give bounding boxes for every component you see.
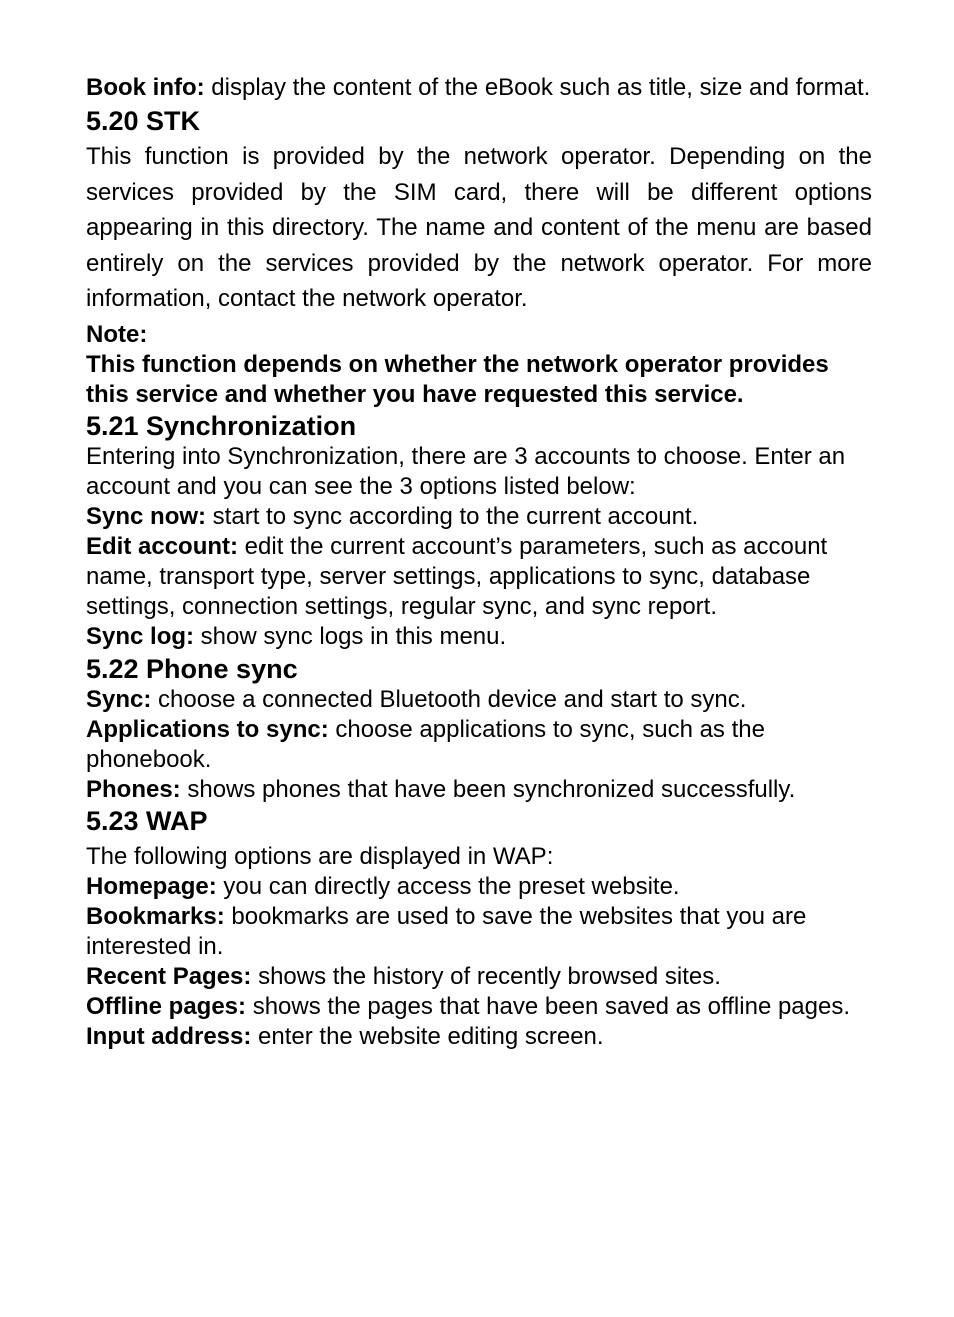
definition-item bbox=[86, 962, 872, 992]
definition-text: show sync logs in this menu. bbox=[194, 622, 507, 650]
definition-text: choose applications to sync, such as the phonebook. bbox=[86, 715, 765, 773]
note-body: This function depends on whether the network operator provides this service and whether you have requested this service. bbox=[86, 350, 829, 408]
term-label: Sync log: bbox=[86, 622, 195, 650]
synchronization-intro: Entering into Synchronization, there are 3 accounts to choose. Enter an account and you can see the 3 options listed below: bbox=[86, 442, 846, 500]
definition-item bbox=[86, 992, 872, 1022]
definition-item bbox=[86, 902, 872, 962]
term-label: Sync: bbox=[86, 685, 152, 713]
definition-text: choose a connected Bluetooth device and start to sync. bbox=[151, 685, 747, 713]
section-heading-stk: 5.20 STK bbox=[86, 106, 201, 136]
definition-text: display the content of the eBook such as title, size and format. bbox=[204, 74, 871, 101]
definition-item bbox=[86, 1022, 872, 1052]
definition-item bbox=[86, 872, 872, 902]
term-label: Input address: bbox=[86, 1022, 252, 1050]
definition-text: shows the pages that have been saved as offline pages. bbox=[246, 992, 851, 1020]
section-heading-phone-sync: 5.22 Phone sync bbox=[86, 653, 298, 684]
term-label: Phones: bbox=[86, 775, 181, 803]
term-label: Edit account: bbox=[86, 532, 239, 560]
term-label: Bookmarks: bbox=[86, 902, 225, 930]
definition-item bbox=[86, 622, 872, 652]
term-label: Book info: bbox=[86, 74, 205, 101]
definition-text: edit the current account’s parameters, such as account name, transport type, server settings, applications to sync, database settings, connection settings, regular sync, and sync report. bbox=[86, 532, 828, 620]
term-label: Sync now: bbox=[86, 502, 207, 530]
term-label: Recent Pages: bbox=[86, 962, 252, 990]
definition-item bbox=[86, 685, 872, 715]
stk-paragraph: This function is provided by the network operator. Depending on the services provided by the SIM card, there will be different options appearing in this directory. The name and content of the menu are based entirely on the services provided by the network operator. For more information, contact the network operator. bbox=[86, 143, 872, 312]
document-page bbox=[86, 73, 872, 1052]
section-heading-synchronization: 5.21 Synchronization bbox=[86, 410, 357, 441]
definition-item bbox=[86, 715, 872, 775]
definition-text: you can directly access the preset website. bbox=[216, 872, 680, 900]
section-heading-wap: 5.23 WAP bbox=[86, 805, 208, 836]
definition-text: enter the website editing screen. bbox=[251, 1022, 604, 1050]
note-title: Note: bbox=[86, 320, 148, 348]
definition-text: shows the history of recently browsed sites. bbox=[251, 962, 721, 990]
book-info-paragraph bbox=[86, 73, 872, 103]
definition-item bbox=[86, 775, 872, 805]
definition-item bbox=[86, 532, 872, 622]
definition-text: bookmarks are used to save the websites that you are interested in. bbox=[86, 902, 807, 960]
term-label: Homepage: bbox=[86, 872, 217, 900]
definition-text: start to sync according to the current account. bbox=[206, 502, 699, 530]
definition-text: shows phones that have been synchronized successfully. bbox=[180, 775, 796, 803]
term-label: Applications to sync: bbox=[86, 715, 329, 743]
term-label: Offline pages: bbox=[86, 992, 247, 1020]
definition-item bbox=[86, 502, 872, 532]
wap-intro: The following options are displayed in WAP: bbox=[86, 842, 554, 870]
